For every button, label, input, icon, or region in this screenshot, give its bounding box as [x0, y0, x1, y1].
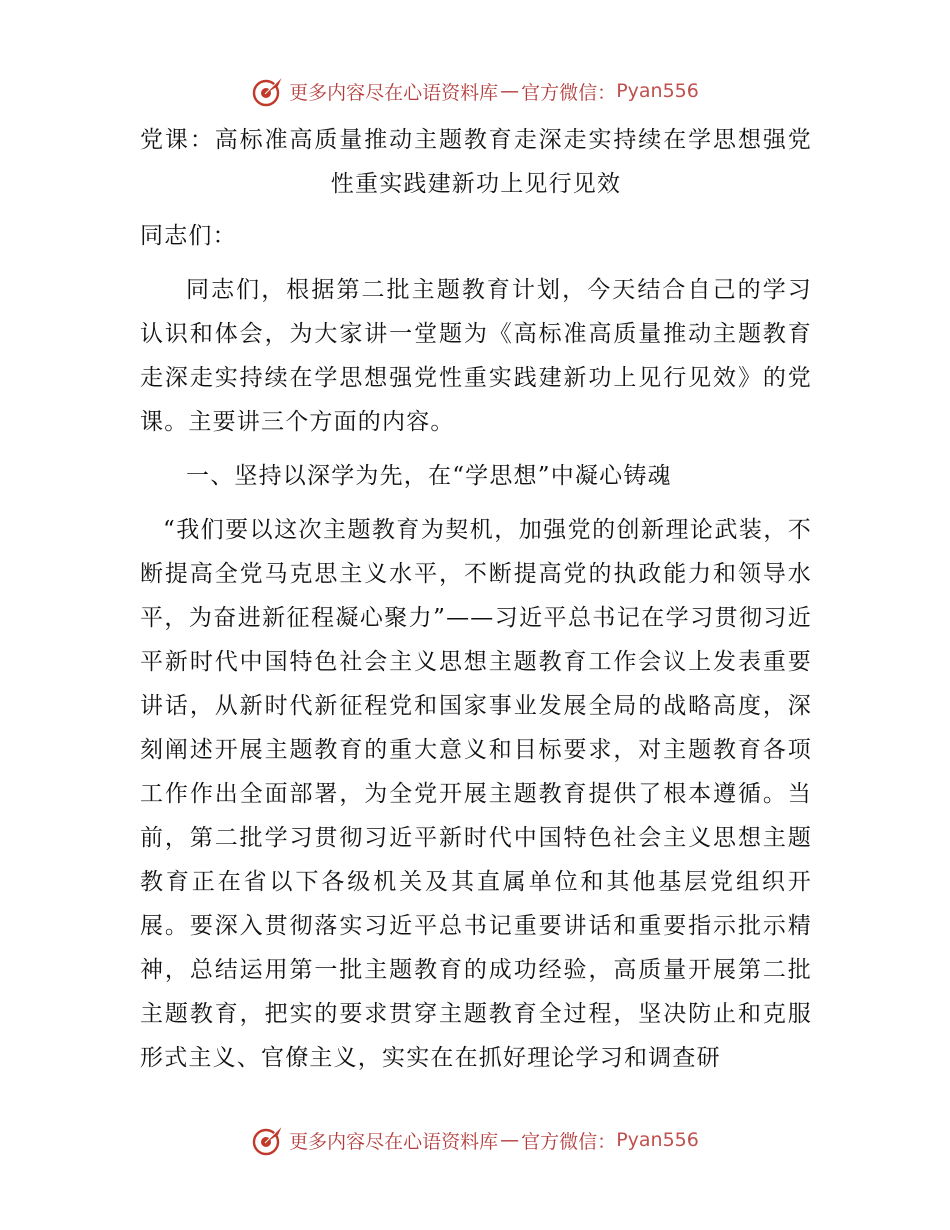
section-1-heading: 一、坚持以深学为先，在“学思想”中凝心铸魂: [186, 463, 672, 489]
watermark-text: 更多内容尽在心语资料库: [289, 81, 499, 104]
intro-paragraph: 同志们，根据第二批主题教育计划，今天结合自己的学习认识和体会，为大家讲一堂题为《高标准高质量推动主题教育走深走实持续在学思想强党性重实践建新功上见行见效》的党课。主要讲三个方面的内容。: [140, 277, 812, 435]
quill-logo-icon: [251, 74, 285, 108]
quill-logo-icon: [251, 1123, 285, 1157]
title-line-1: 党课：高标准高质量推动主题教育走深走实持续在学思想强党: [140, 127, 812, 153]
watermark-separator: —: [500, 80, 520, 102]
section-1-paragraph: “我们要以这次主题教育为契机，加强党的创新理论武装，不断提高全党马克思主义水平，不断提高党的执政能力和领导水平，为奋进新征程凝心聚力”——习近平总书记在学习贯彻习近平新时代中国特色社会主义思想主题教育工作会议上发表重要讲话，从新时代新征程党和国家事业发展全局的战略高度，深刻阐述开展主题教育的重大意义和目标要求，对主题教育各项工作作出全面部署，为全党开展主题教育提供了根本遵循。当前，第二批学习贯彻习近平新时代中国特色社会主义思想主题教育正在省以下各级机关及其直属单位和其他基层党组织开展。要深入贯彻落实习近平总书记重要讲话和重要指示批示精神，总结运用第一批主题教育的成功经验，高质量开展第二批主题教育，把实的要求贯穿主题教育全过程，坚决防止和克服形式主义、官僚主义，实实在在抓好理论学习和调查研: [140, 517, 812, 1071]
watermark-wechat-id: Pyan556: [616, 80, 699, 102]
watermark-separator: —: [500, 1129, 520, 1151]
watermark-banner-top: [0, 71, 950, 111]
document-body: [140, 118, 812, 1080]
watermark-text: 更多内容尽在心语资料库: [289, 1130, 499, 1153]
watermark-wechat-id: Pyan556: [616, 1129, 699, 1151]
title-line-2: 性重实践建新功上见行见效: [330, 171, 622, 197]
watermark-banner-bottom: [0, 1120, 950, 1160]
salutation: 同志们：: [140, 223, 237, 249]
document-title: [140, 118, 812, 206]
watermark-wechat-label: 官方微信：: [521, 1130, 617, 1153]
watermark-wechat-label: 官方微信：: [521, 81, 617, 104]
